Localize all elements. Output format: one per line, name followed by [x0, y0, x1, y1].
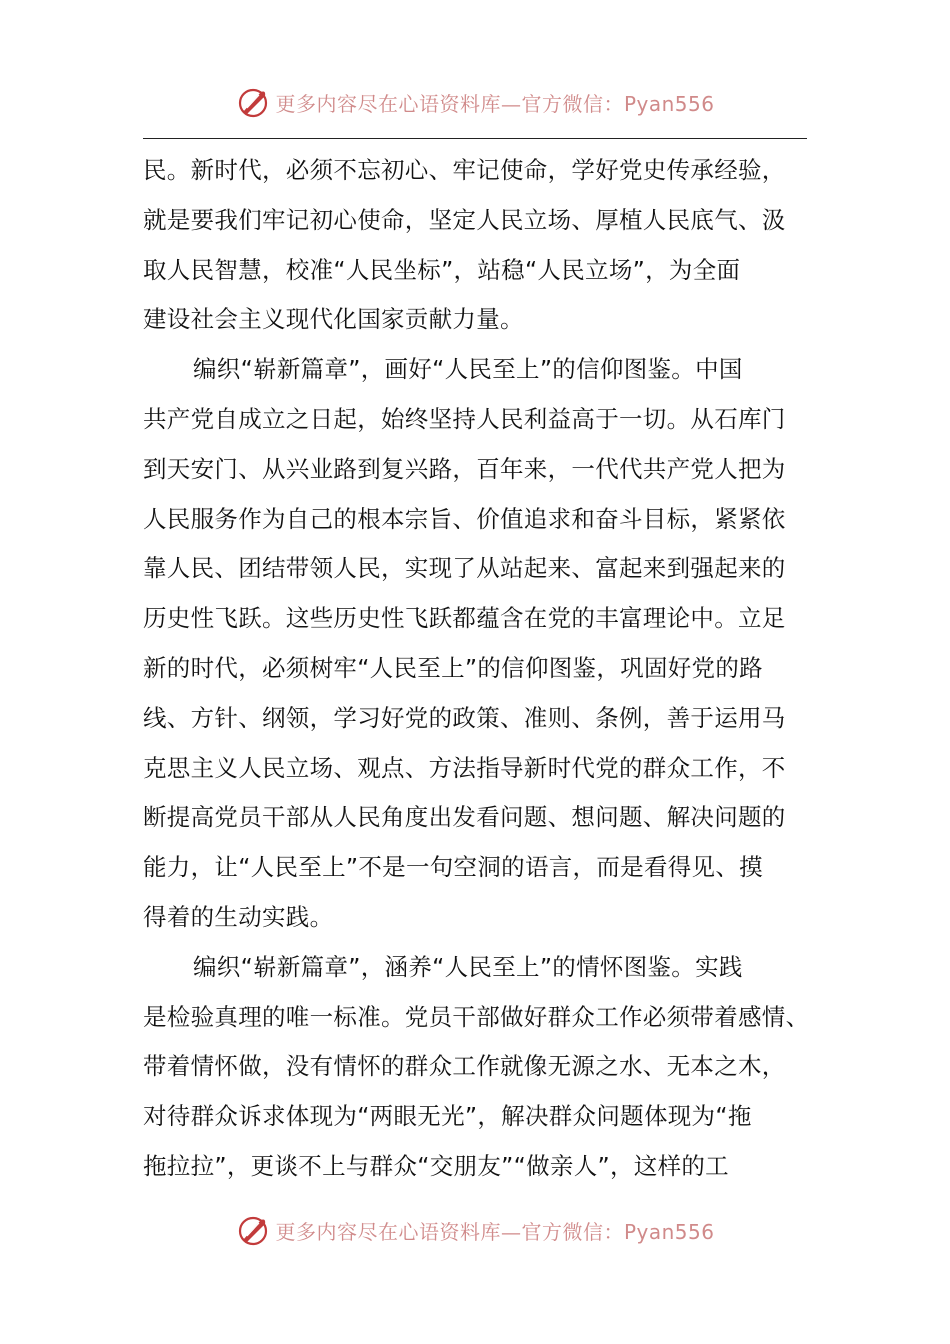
text-line: 就是要我们牢记初心使命，坚定人民立场、厚植人民底气、汲 [143, 205, 786, 234]
header-banner-wechat: 官方微信：Pyan556 [521, 91, 715, 116]
text-line: 历史性飞跃。这些历史性飞跃都蕴含在党的丰富理论中。立足 [143, 604, 786, 633]
text-line: 民。新时代，必须不忘初心、牢记使命，学好党史传承经验， [143, 156, 786, 184]
paragraph-start-line: 编织“崭新篇章”，涵养“人民至上”的情怀图鉴。实践 [193, 952, 743, 981]
text-line: 拖拉拉”，更谈不上与群众“交朋友”“做亲人”，这样的工 [143, 1151, 729, 1180]
text-line: 带着情怀做，没有情怀的群众工作就像无源之水、无本之木， [143, 1052, 786, 1081]
quill-logo-icon [235, 84, 271, 120]
text-line: 对待群众诉求体现为“两眼无光”，解决群众问题体现为“拖 [143, 1102, 752, 1131]
header-banner-title: 更多内容尽在心语资料库— [275, 91, 522, 116]
text-line: 人民服务作为自己的根本宗旨、价值追求和奋斗目标，紧紧依 [143, 504, 786, 533]
paragraph-start-line: 编织“崭新篇章”，画好“人民至上”的信仰图鉴。中国 [193, 355, 743, 384]
text-line: 线、方针、纲领，学习好党的政策、准则、条例，善于运用马 [143, 703, 786, 732]
text-line: 是检验真理的唯一标准。党员干部做好群众工作必须带着感情、 [143, 1002, 810, 1031]
text-line: 取人民智慧，校准“人民坐标”，站稳“人民立场”，为全面 [143, 255, 741, 284]
header-banner-text [275, 88, 714, 117]
text-line: 能力，让“人民至上”不是一句空洞的语言，而是看得见、摸 [143, 853, 763, 882]
footer-banner-wechat: 官方微信：Pyan556 [521, 1219, 715, 1244]
footer-banner-title: 更多内容尽在心语资料库— [275, 1219, 522, 1244]
footer-banner-text [275, 1216, 714, 1245]
text-line: 断提高党员干部从人民角度出发看问题、想问题、解决问题的 [143, 803, 786, 832]
header-banner [0, 82, 950, 122]
text-line: 到天安门、从兴业路到复兴路，百年来，一代代共产党人把为 [143, 454, 786, 483]
text-line: 靠人民、团结带领人民，实现了从站起来、富起来到强起来的 [143, 554, 786, 583]
text-line: 得着的生动实践。 [143, 902, 334, 931]
footer-banner [0, 1210, 950, 1250]
text-line: 共产党自成立之日起，始终坚持人民利益高于一切。从石库门 [143, 404, 786, 433]
text-line: 新的时代，必须树牢“人民至上”的信仰图鉴，巩固好党的路 [143, 653, 763, 682]
text-line: 建设社会主义现代化国家贡献力量。 [143, 305, 524, 334]
document-body [143, 146, 810, 1192]
quill-logo-icon [235, 1212, 271, 1248]
header-divider [143, 138, 807, 139]
text-line: 克思主义人民立场、观点、方法指导新时代党的群众工作，不 [143, 753, 786, 782]
